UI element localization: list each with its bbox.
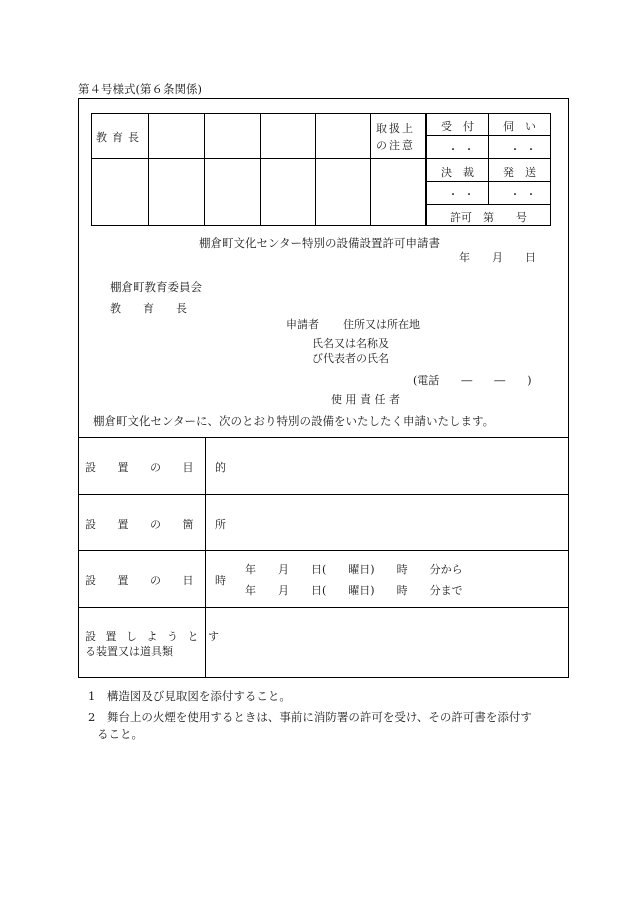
inquiry-label: 伺 い (503, 120, 536, 133)
document-title: 棚倉町文化センター特別の設備設置許可申請書 (199, 236, 441, 250)
date-dots: ・・ (510, 190, 542, 201)
note-2: 2 舞台上の火煙を使用するときは、事前に消防署の許可を受け、その許可書を添付す (88, 710, 532, 724)
date-dots: ・・ (510, 145, 542, 156)
superintendent-heading: 教育長 (96, 131, 144, 144)
recipient-board: 棚倉町教育委員会 (110, 280, 202, 294)
application-statement: 棚倉町文化センターに、次のとおり特別の設備をいたしたく申請いたします。 (93, 414, 495, 428)
datetime-to: 年 月 日( 曜日) 時 分まで (245, 584, 463, 597)
note-1: 1 構造図及び見取図を添付すること。 (88, 689, 291, 703)
equipment-label-line1: 設 置 し よ う と す (85, 630, 222, 643)
dispatch-label: 発 送 (503, 166, 536, 179)
applicant-label: 申請者 (286, 318, 319, 331)
decision-label: 決 裁 (441, 166, 474, 179)
handling-caution-label: 取扱上 の注意 (376, 122, 415, 152)
recipient-title: 教 育 長 (110, 302, 187, 315)
permit-number-label: 許可 第 号 (450, 211, 527, 224)
equipment-label-line2: る装置又は道具類 (85, 645, 173, 658)
note-2-continuation: ること。 (97, 727, 143, 741)
location-label: 設 置 の 箇 所 (85, 518, 235, 531)
datetime-label: 設 置 の 日 時 (85, 574, 235, 587)
form-number-label: 第４号様式(第６条関係) (78, 82, 202, 96)
date-dots: ・・ (448, 190, 480, 201)
date-dots: ・・ (448, 145, 480, 156)
datetime-from: 年 月 日( 曜日) 時 分から (245, 563, 463, 576)
date-line: 年 月 日 (459, 251, 536, 264)
address-label: 住所又は所在地 (343, 318, 420, 331)
usage-manager-label: 使 用 責 任 者 (331, 393, 400, 406)
received-label: 受 付 (441, 120, 474, 133)
name-label-line2: び代表者の氏名 (312, 352, 389, 365)
phone-line: (電話 ― ― ) (413, 374, 532, 387)
purpose-label: 設 置 の 目 的 (85, 461, 235, 474)
name-label-line1: 氏名又は名称及 (312, 337, 389, 350)
